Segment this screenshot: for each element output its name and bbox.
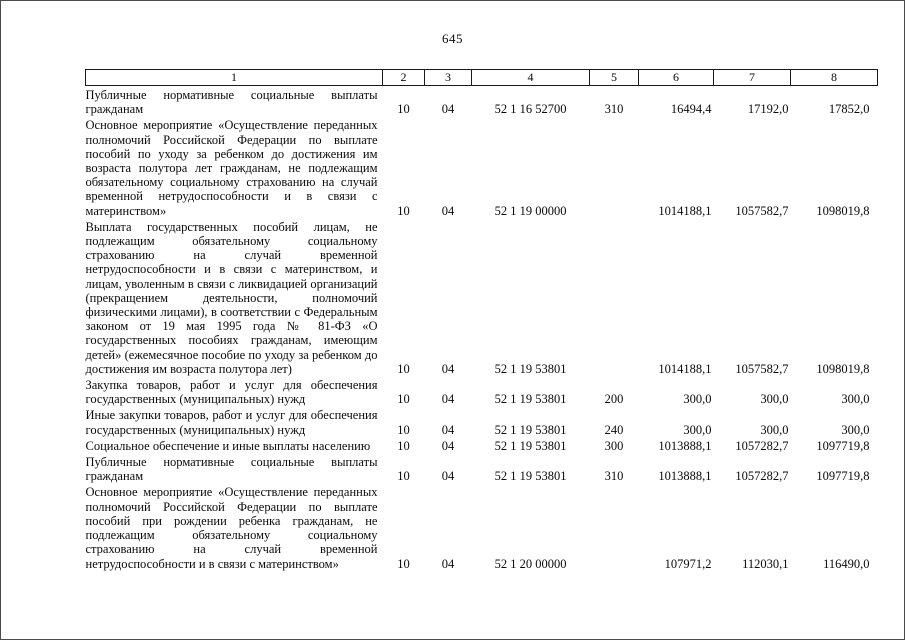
header-col-4: 4 (472, 70, 590, 86)
cell-sum-1: 300,0 (683, 392, 712, 407)
cell-sum-3: 1097719,8 (816, 438, 870, 453)
cell-sum-1: 107971,2 (664, 556, 712, 571)
header-col-3: 3 (425, 70, 472, 86)
cell-sum-2: 300,0 (760, 422, 789, 437)
cell-csr: 52 1 20 00000 (494, 556, 567, 571)
cell-rz: 10 (397, 102, 410, 117)
cell-sum-3: 17852,0 (828, 102, 870, 117)
cell-rz: 10 (397, 361, 410, 376)
cell-csr: 52 1 19 53801 (494, 422, 567, 437)
cell-name: Закупка товаров, работ и услуг для обеспечения государственных (муниципальных) нужд (85, 378, 378, 407)
cell-name: Иные закупки товаров, работ и услуг для обеспечения государственных (муниципальных) нужд (85, 408, 378, 437)
header-col-5: 5 (590, 70, 639, 86)
cell-csr: 52 1 19 53801 (494, 392, 567, 407)
cell-pr: 04 (441, 392, 455, 407)
cell-vr: 310 (604, 102, 624, 117)
table-row (86, 453, 878, 483)
cell-rz: 10 (397, 469, 410, 484)
cell-sum-1: 300,0 (683, 422, 712, 437)
cell-vr: 200 (604, 392, 624, 407)
cell-pr: 04 (441, 422, 455, 437)
cell-pr: 04 (441, 102, 455, 117)
cell-sum-1: 16494,4 (670, 102, 712, 117)
cell-sum-3: 1098019,8 (816, 203, 870, 218)
cell-sum-2: 1057282,7 (735, 438, 789, 453)
cell-name: Основное мероприятие «Осуществление переданных полномочий Российской Федерации по выплате пособий при рождении ребенка гражданам, не подлежащим обязательному социальному страхованию на случай временной нетрудоспособности и в связи с материнством» (85, 485, 378, 571)
header-col-6: 6 (639, 70, 714, 86)
cell-sum-2: 1057282,7 (735, 469, 789, 484)
cell-sum-3: 116490,0 (823, 556, 870, 571)
cell-vr (590, 116, 639, 217)
cell-csr: 52 1 19 53801 (494, 361, 567, 376)
cell-pr: 04 (441, 469, 455, 484)
cell-pr: 04 (441, 556, 455, 571)
page-number: 645 (442, 31, 463, 46)
budget-table (85, 69, 878, 571)
cell-name: Социальное обеспечение и иные выплаты населению (85, 438, 371, 453)
header-row (86, 70, 878, 86)
table-header (86, 70, 878, 86)
cell-csr: 52 1 19 00000 (494, 203, 567, 218)
cell-csr: 52 1 19 53801 (494, 469, 567, 484)
cell-sum-1: 1014188,1 (658, 361, 712, 376)
cell-rz: 10 (397, 203, 410, 218)
header-col-8: 8 (791, 70, 878, 86)
cell-sum-1: 1014188,1 (658, 203, 712, 218)
cell-pr: 04 (441, 203, 455, 218)
cell-rz: 10 (397, 422, 410, 437)
header-col-7: 7 (714, 70, 791, 86)
cell-sum-3: 300,0 (841, 422, 870, 437)
cell-rz: 10 (397, 438, 410, 453)
header-col-2: 2 (383, 70, 425, 86)
cell-vr (590, 218, 639, 376)
table-body (86, 86, 878, 571)
table-row (86, 376, 878, 406)
header-col-1: 1 (86, 70, 383, 86)
cell-vr: 310 (604, 469, 624, 484)
cell-rz: 10 (397, 556, 410, 571)
table-row (86, 86, 878, 117)
cell-sum-1: 1013888,1 (658, 469, 712, 484)
table-row (86, 437, 878, 453)
cell-sum-3: 1098019,8 (816, 361, 870, 376)
cell-sum-3: 1097719,8 (816, 469, 870, 484)
table-row (86, 218, 878, 376)
cell-name: Основное мероприятие «Осуществление переданных полномочий Российской Федерации по выплате пособий по уходу за ребенком до достижения им возраста полутора лет гражданам, не подлежащим обязательному социальному страхованию на случай временной нетрудоспособности и в связи с материнством» (85, 118, 378, 218)
cell-vr: 240 (604, 422, 624, 437)
cell-rz: 10 (397, 392, 410, 407)
cell-pr: 04 (441, 438, 455, 453)
table-row (86, 406, 878, 436)
cell-vr: 300 (604, 438, 624, 453)
table-row (86, 116, 878, 217)
cell-sum-2: 112030,1 (742, 556, 789, 571)
cell-name: Публичные нормативные социальные выплаты гражданам (85, 455, 378, 484)
cell-sum-2: 1057582,7 (735, 361, 789, 376)
cell-sum-2: 17192,0 (747, 102, 789, 117)
cell-name: Выплата государственных пособий лицам, не подлежащим обязательному социальному страхованию на случай временной нетрудоспособности и в связи с материнством, и лицам, уволенным в связи с ликвидацией организаций (прекращением деятельности, полномочий физическими лицами), в соответствии с Федеральным законом от 19 мая 1995 года № 81-ФЗ «О государственных пособиях гражданам, имеющим детей» (ежемесячное пособие по уходу за ребенком до достижения им возраста полутора лет) (85, 219, 378, 376)
cell-pr: 04 (441, 361, 455, 376)
cell-csr: 52 1 16 52700 (494, 102, 567, 117)
table-row (86, 483, 878, 570)
cell-sum-2: 1057582,7 (735, 203, 789, 218)
cell-name: Публичные нормативные социальные выплаты гражданам (85, 88, 378, 117)
cell-sum-3: 300,0 (841, 392, 870, 407)
cell-vr (590, 483, 639, 570)
cell-sum-2: 300,0 (760, 392, 789, 407)
cell-sum-1: 1013888,1 (658, 438, 712, 453)
cell-csr: 52 1 19 53801 (494, 438, 567, 453)
